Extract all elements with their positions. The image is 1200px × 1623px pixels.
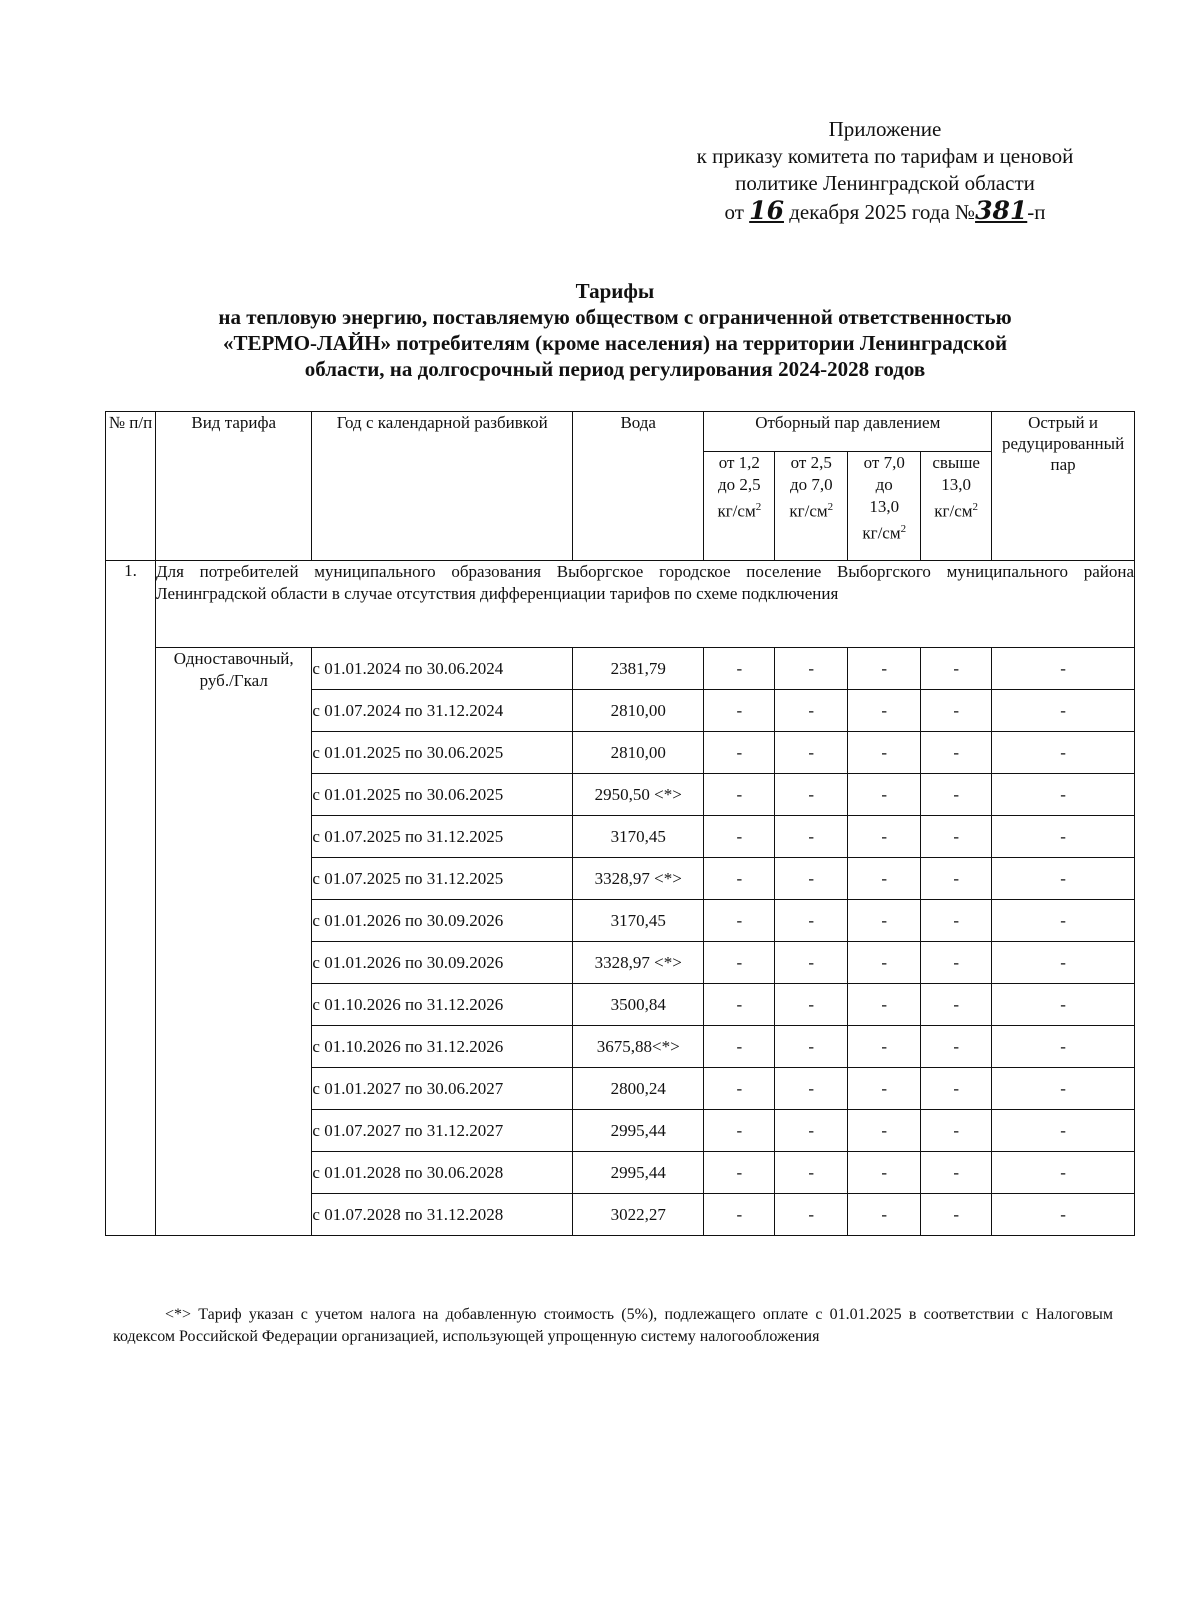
steam-2-cell: -	[775, 900, 848, 942]
steam-4-cell: -	[921, 984, 992, 1026]
water-cell: 3170,45	[573, 900, 704, 942]
steam-4-cell: -	[921, 1110, 992, 1152]
period-cell: с 01.10.2026 по 31.12.2026	[312, 984, 573, 1026]
title-line-1: на тепловую энергию, поставляемую обществом с ограниченной ответственностью	[218, 305, 1012, 329]
steam-4-cell: -	[921, 816, 992, 858]
steam-1-cell: -	[704, 1068, 775, 1110]
title-heading: Тарифы	[575, 279, 655, 303]
steam-1-cell: -	[704, 1194, 775, 1236]
date-middle: декабря 2025 года №	[789, 200, 976, 224]
steam-2-cell: -	[775, 774, 848, 816]
water-cell: 2995,44	[573, 1110, 704, 1152]
water-cell: 3675,88<*>	[573, 1026, 704, 1068]
group-description: Для потребителей муниципального образования Выборгское городское поселение Выборгского муниципального района Ленинградской области в случае отсутствия дифференциации тарифов по схеме подключения	[156, 561, 1135, 648]
period-cell: с 01.01.2026 по 30.09.2026	[312, 900, 573, 942]
steam-2-cell: -	[775, 942, 848, 984]
period-cell: с 01.01.2027 по 30.06.2027	[312, 1068, 573, 1110]
water-cell: 2810,00	[573, 732, 704, 774]
title-line-3: области, на долгосрочный период регулирования 2024-2028 годов	[304, 357, 926, 381]
steam-1-cell: -	[704, 900, 775, 942]
approval-line-1: Приложение	[828, 117, 942, 141]
handwritten-day: 16	[749, 196, 784, 225]
header-steam-7-13: от 7,0 до 13,0 $кг/см^2$	[848, 452, 921, 561]
period-cell: с 01.01.2026 по 30.09.2026	[312, 942, 573, 984]
group-number: 1.	[106, 561, 156, 1236]
period-cell: с 01.01.2025 по 30.06.2025	[312, 732, 573, 774]
water-cell: 2950,50 <*>	[573, 774, 704, 816]
steam-2-cell: -	[775, 984, 848, 1026]
sharp-steam-cell: -	[992, 1110, 1135, 1152]
period-cell: с 01.01.2028 по 30.06.2028	[312, 1152, 573, 1194]
water-cell: 3328,97 <*>	[573, 858, 704, 900]
handwritten-order-number: 381	[975, 196, 1028, 225]
steam-1-cell: -	[704, 690, 775, 732]
water-cell: 3328,97 <*>	[573, 942, 704, 984]
sharp-steam-cell: -	[992, 1194, 1135, 1236]
sharp-steam-cell: -	[992, 858, 1135, 900]
document-title	[105, 278, 1125, 382]
water-cell: 2381,79	[573, 648, 704, 690]
water-cell: 3170,45	[573, 816, 704, 858]
sharp-steam-cell: -	[992, 984, 1135, 1026]
sharp-steam-cell: -	[992, 774, 1135, 816]
steam-4-cell: -	[921, 690, 992, 732]
steam-1-cell: -	[704, 648, 775, 690]
steam-1-cell: -	[704, 942, 775, 984]
period-cell: с 01.07.2025 по 31.12.2025	[312, 858, 573, 900]
sharp-steam-cell: -	[992, 816, 1135, 858]
header-steam-2-5-7: от 2,5 до 7,0 $кг/см^2$	[775, 452, 848, 561]
water-cell: 3500,84	[573, 984, 704, 1026]
steam-3-cell: -	[848, 816, 921, 858]
steam-1-cell: -	[704, 1152, 775, 1194]
tariff-kind: Одноставочный, руб./Гкал	[156, 648, 312, 1236]
steam-2-cell: -	[775, 1152, 848, 1194]
steam-2-cell: -	[775, 1194, 848, 1236]
sharp-steam-cell: -	[992, 942, 1135, 984]
steam-1-cell: -	[704, 984, 775, 1026]
header-steam-over-13: свыше 13,0 $кг/см^2$	[921, 452, 992, 561]
period-cell: с 01.10.2026 по 31.12.2026	[312, 1026, 573, 1068]
steam-1-cell: -	[704, 1110, 775, 1152]
steam-4-cell: -	[921, 1026, 992, 1068]
steam-4-cell: -	[921, 774, 992, 816]
footnote: <*> Тариф указан с учетом налога на добавленную стоимость (5%), подлежащего оплате с 01.01.2025 в соответствии с Налоговым кодексом Российской Федерации организацией, использующей упрощенную систему налогообложения	[113, 1306, 1113, 1345]
sharp-steam-cell: -	[992, 900, 1135, 942]
steam-2-cell: -	[775, 1068, 848, 1110]
steam-4-cell: -	[921, 1068, 992, 1110]
steam-2-cell: -	[775, 858, 848, 900]
steam-1-cell: -	[704, 858, 775, 900]
steam-3-cell: -	[848, 1026, 921, 1068]
title-line-2: «ТЕРМО-ЛАЙН» потребителям (кроме населения) на территории Ленинградской	[222, 331, 1008, 355]
date-prefix: от	[724, 200, 744, 224]
steam-3-cell: -	[848, 774, 921, 816]
tariff-table	[105, 411, 1135, 1236]
steam-3-cell: -	[848, 648, 921, 690]
water-cell: 2995,44	[573, 1152, 704, 1194]
steam-3-cell: -	[848, 1110, 921, 1152]
sharp-steam-cell: -	[992, 732, 1135, 774]
steam-4-cell: -	[921, 648, 992, 690]
period-cell: с 01.01.2024 по 30.06.2024	[312, 648, 573, 690]
approval-block	[660, 116, 1110, 226]
steam-4-cell: -	[921, 942, 992, 984]
sharp-steam-cell: -	[992, 690, 1135, 732]
header-period: Год с календарной разбивкой	[312, 412, 573, 561]
steam-2-cell: -	[775, 690, 848, 732]
steam-2-cell: -	[775, 648, 848, 690]
steam-3-cell: -	[848, 690, 921, 732]
steam-2-cell: -	[775, 732, 848, 774]
header-steam-group: Отборный пар давлением	[704, 412, 992, 452]
steam-4-cell: -	[921, 1194, 992, 1236]
sharp-steam-cell: -	[992, 1152, 1135, 1194]
period-cell: с 01.07.2027 по 31.12.2027	[312, 1110, 573, 1152]
sharp-steam-cell: -	[992, 648, 1135, 690]
approval-date-line	[660, 197, 1110, 226]
steam-4-cell: -	[921, 732, 992, 774]
approval-line-2: к приказу комитета по тарифам и ценовой	[696, 144, 1074, 168]
header-sharp-steam: Острый и редуцированный пар	[992, 412, 1135, 561]
steam-3-cell: -	[848, 942, 921, 984]
steam-1-cell: -	[704, 732, 775, 774]
steam-3-cell: -	[848, 984, 921, 1026]
table-row	[106, 648, 1135, 690]
steam-3-cell: -	[848, 900, 921, 942]
water-cell: 2810,00	[573, 690, 704, 732]
period-cell: с 01.07.2028 по 31.12.2028	[312, 1194, 573, 1236]
header-water: Вода	[573, 412, 704, 561]
steam-1-cell: -	[704, 816, 775, 858]
steam-3-cell: -	[848, 1194, 921, 1236]
steam-2-cell: -	[775, 1026, 848, 1068]
order-suffix: -п	[1027, 200, 1046, 224]
steam-1-cell: -	[704, 1026, 775, 1068]
steam-1-cell: -	[704, 774, 775, 816]
period-cell: с 01.01.2025 по 30.06.2025	[312, 774, 573, 816]
steam-3-cell: -	[848, 858, 921, 900]
approval-line-3: политике Ленинградской области	[735, 171, 1035, 195]
steam-3-cell: -	[848, 732, 921, 774]
period-cell: с 01.07.2025 по 31.12.2025	[312, 816, 573, 858]
steam-2-cell: -	[775, 816, 848, 858]
sharp-steam-cell: -	[992, 1026, 1135, 1068]
steam-2-cell: -	[775, 1110, 848, 1152]
header-steam-1-2-5: от 1,2 до 2,5 $кг/см^2$	[704, 452, 775, 561]
water-cell: 3022,27	[573, 1194, 704, 1236]
sharp-steam-cell: -	[992, 1068, 1135, 1110]
steam-3-cell: -	[848, 1068, 921, 1110]
header-num: № п/п	[106, 412, 156, 561]
steam-4-cell: -	[921, 858, 992, 900]
steam-3-cell: -	[848, 1152, 921, 1194]
water-cell: 2800,24	[573, 1068, 704, 1110]
steam-4-cell: -	[921, 900, 992, 942]
header-kind: Вид тарифа	[156, 412, 312, 561]
period-cell: с 01.07.2024 по 31.12.2024	[312, 690, 573, 732]
steam-4-cell: -	[921, 1152, 992, 1194]
